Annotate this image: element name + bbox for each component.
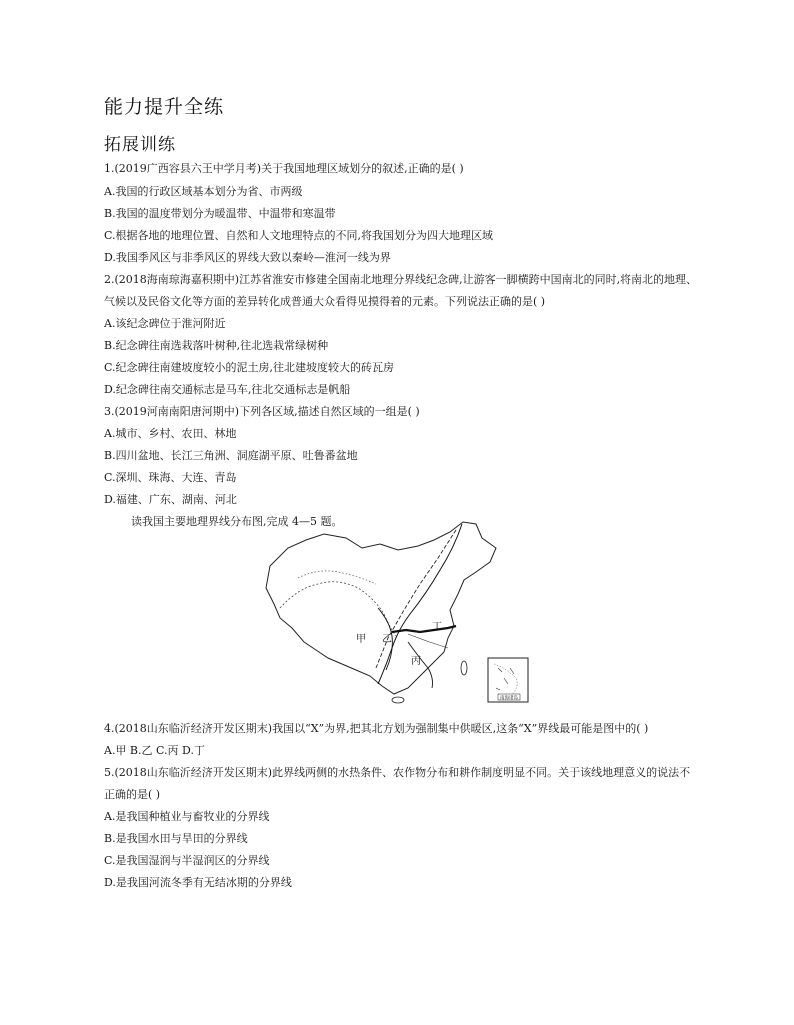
china-map-svg: [258, 518, 530, 704]
taiwan-island: [461, 661, 467, 675]
q5-option-b[interactable]: B.是我国水田与旱田的分界线: [104, 832, 248, 845]
q2-stem-line1: 2.(2018海南琼海嘉积期中)江苏省淮安市修建全国南北地理分界线纪念碑,让游客一脚横跨中国南北的同时,将南北的地理、: [104, 273, 698, 286]
q3-option-a[interactable]: A.城市、乡村、农田、林地: [104, 427, 237, 440]
label-jia: 甲: [356, 634, 366, 645]
q5-option-d[interactable]: D.是我国河流冬季有无结冰期的分界线: [104, 876, 292, 889]
q4-stem: 4.(2018山东临沂经济开发区期末)我国以“X”为界,把其北方划为强制集中供暖区,这条“X”界线最可能是图中的( ): [104, 722, 649, 735]
q5-stem-line1: 5.(2018山东临沂经济开发区期末)此界线两侧的水热条件、农作物分布和耕作制度明显不同。关于该线地理意义的说法不: [104, 766, 691, 779]
q1-option-b[interactable]: B.我国的温度带划分为暖温带、中温带和寒温带: [104, 207, 336, 220]
q1-option-c[interactable]: C.根据各地的地理位置、自然和人文地理特点的不同,将我国划分为四大地理区域: [104, 229, 494, 242]
q4-options[interactable]: A.甲 B.乙 C.丙 D.丁: [104, 744, 205, 757]
q1-option-a[interactable]: A.我国的行政区域基本划分为省、市两级: [104, 185, 303, 198]
q5-option-c[interactable]: C.是我国湿润与半湿润区的分界线: [104, 854, 270, 867]
label-yi: 乙: [382, 634, 392, 645]
map-intro: 读我国主要地理界线分布图,完成 4—5 题。: [131, 515, 343, 528]
q2-stem-line2: 气候以及民俗文化等方面的差异转化成普通大众看得见摸得着的元素。下列说法正确的是( ): [104, 295, 546, 308]
china-boundary-map: [258, 518, 530, 704]
river: [408, 634, 448, 648]
q3-option-c[interactable]: C.深圳、珠海、大连、青岛: [104, 471, 237, 484]
q2-option-c[interactable]: C.纪念碑往南建坡度较小的泥土房,往北建坡度较大的砖瓦房: [104, 361, 395, 374]
dashed-line-ne: [376, 530, 456, 668]
q2-option-b[interactable]: B.纪念碑往南选栽落叶树种,往北选栽常绿树种: [104, 339, 329, 352]
inset-caption: 南海诸岛: [500, 696, 518, 701]
section-subtitle: 拓展训练: [104, 135, 176, 155]
section-title: 能力提升全练: [104, 96, 225, 118]
q1-stem: 1.(2019广西容县六王中学月考)关于我国地理区域划分的叙述,正确的是( ): [104, 162, 464, 175]
hainan-island: [392, 697, 404, 703]
q3-option-b[interactable]: B.四川盆地、长江三角洲、洞庭湖平原、吐鲁番盆地: [104, 449, 358, 462]
q3-stem: 3.(2019河南南阳唐河期中)下列各区域,描述自然区域的一组是( ): [104, 405, 420, 418]
label-ding: 丁: [432, 622, 442, 633]
q2-option-d[interactable]: D.纪念碑往南交通标志是马车,往北交通标志是帆船: [104, 383, 351, 396]
q2-option-a[interactable]: A.该纪念碑位于淮河附近: [104, 317, 226, 330]
china-outline: [266, 522, 496, 694]
label-bing: 丙: [411, 656, 421, 667]
q3-option-d[interactable]: D.福建、广东、湖南、河北: [104, 493, 237, 506]
q1-option-d[interactable]: D.我国季风区与非季风区的界线大致以秦岭—淮河一线为界: [104, 251, 391, 264]
q5-option-a[interactable]: A.是我国种植业与畜牧业的分界线: [104, 810, 270, 823]
q5-stem-line2: 正确的是( ): [104, 788, 161, 801]
